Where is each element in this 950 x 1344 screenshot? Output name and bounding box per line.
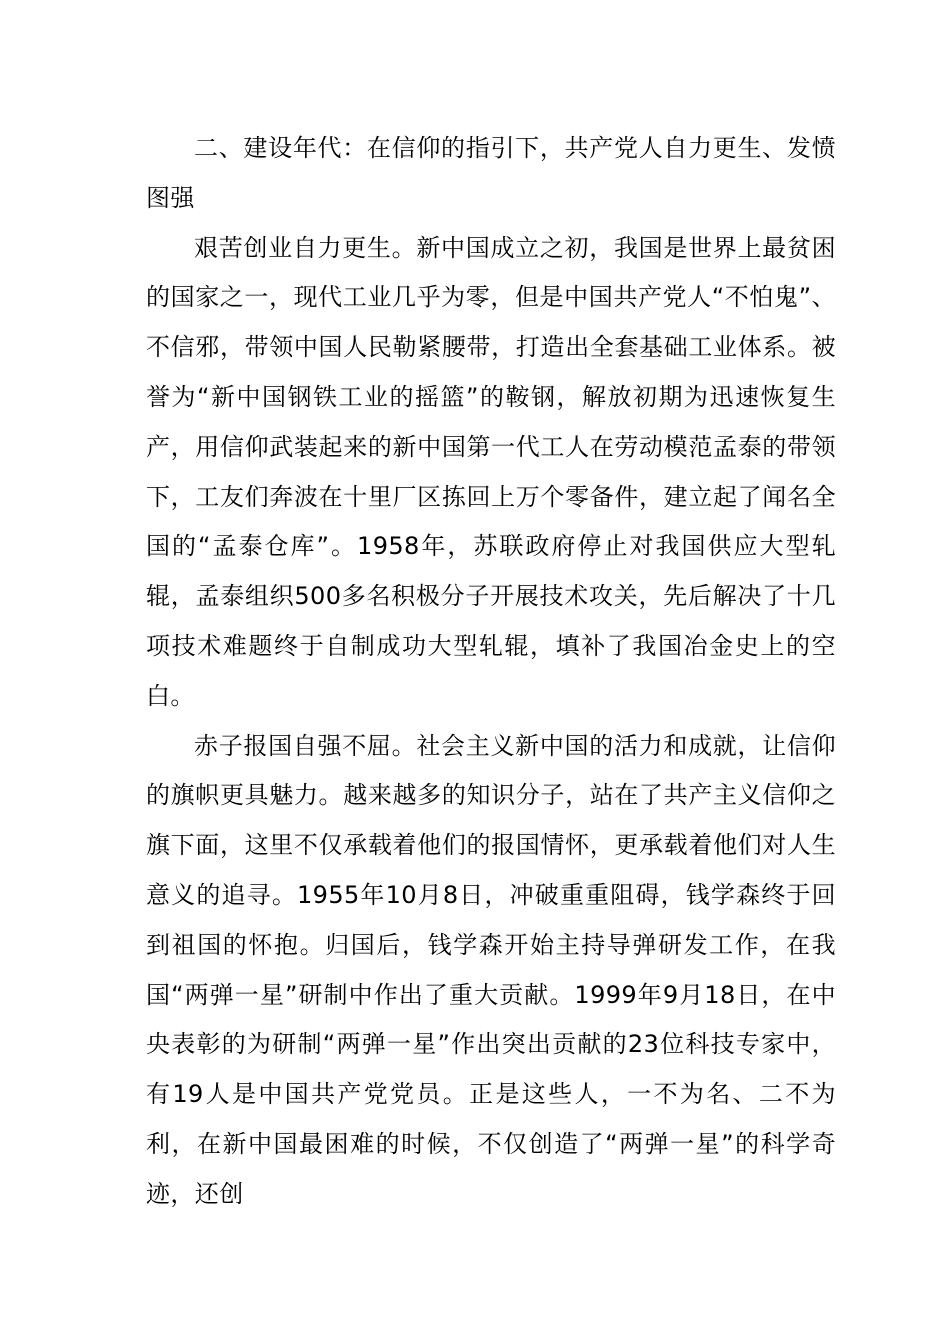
document-body [146,124,836,1220]
paragraph-industry: 艰苦创业自力更生。新中国成立之初，我国是世界上最贫困的国家之一，现代工业几乎为零，但是中国共产党人“不怕鬼”、不信邪，带领中国人民勒紧腰带，打造出全套基础工业体系。被誉为“新中国钢铁工业的摇篮”的鞍钢，解放初期为迅速恢复生产，用信仰武装起来的新中国第一代工人在劳动模范孟泰的带领下，工友们奔波在十里厂区拣回上万个零备件，建立起了闻名全国的“孟泰仓库”。1958年，苏联政府停止对我国供应大型轧辊，孟泰组织500多名积极分子开展技术攻关，先后解决了十几项技术难题终于自制成功大型轧辊，填补了我国冶金史上的空白。 [146,233,836,710]
section-heading: 二、建设年代：在信仰的指引下，共产党人自力更生、发愤图强 [146,134,836,212]
paragraph-scientists: 赤子报国自强不屈。社会主义新中国的活力和成就，让信仰的旗帜更具魅力。越来越多的知识分子，站在了共产主义信仰之旗下面，这里不仅承载着他们的报国情怀，更承载着他们对人生意义的追寻。1955年10月8日，冲破重重阻碍，钱学森终于回到祖国的怀抱。归国后，钱学森开始主持导弹研发工作，在我国“两弹一星”研制中作出了重大贡献。1999年9月18日，在中央表彰的为研制“两弹一星”作出突出贡献的23位科技专家中，有19人是中国共产党党员。正是这些人，一不为名、二不为利，在新中国最困难的时候，不仅创造了“两弹一星”的科学奇迹，还创 [146,731,836,1208]
